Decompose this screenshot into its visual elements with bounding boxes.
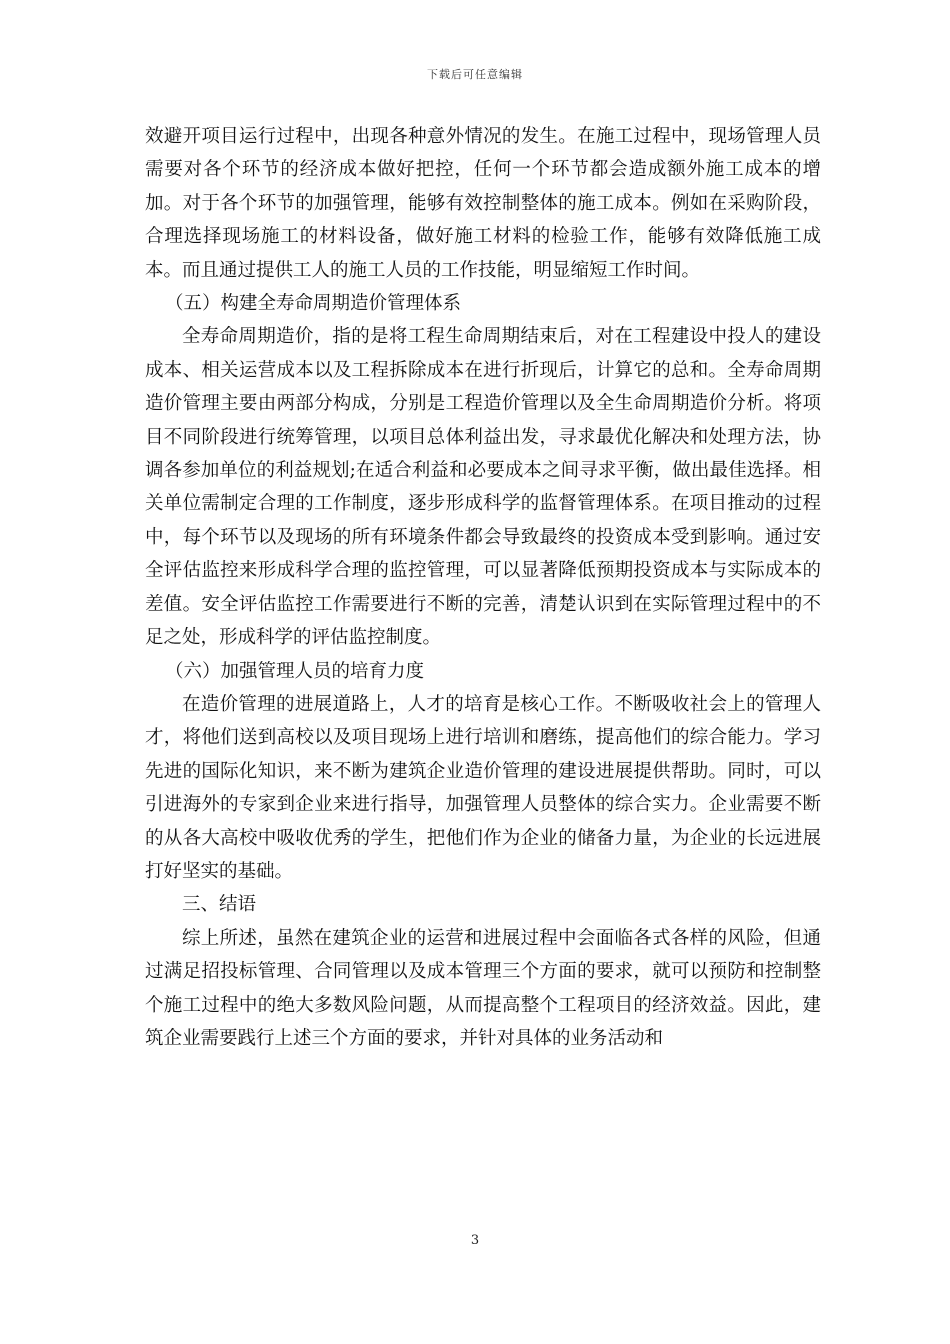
page-number: 3 xyxy=(470,1233,480,1248)
paragraph-continuation: 效避开项目运行过程中，出现各种意外情况的发生。在施工过程中，现场管理人员需要对各个环节的经济成本做好把控，任何一个环节都会造成额外施工成本的增加。对于各个环节的加强管理，能够有效控制整体的施工成本。例如在采购阶段，合理选择现场施工的材料设备，做好施工材料的检验工作，能够有效降低施工成本。而且通过提供工人的施工人员的工作技能，明显缩短工作时间。 xyxy=(145,126,821,281)
paragraph-lifecycle-cost: 全寿命周期造价，指的是将工程生命周期结束后，对在工程建设中投人的建设成本、相关运营成本以及工程拆除成本在进行折现后，计算它的总和。全寿命周期造价管理主要由两部分构成，分别是工程造价管理以及全生命周期造价分析。将项目不同阶段进行统筹管理，以项目总体利益出发，寻求最优化解决和处理方法，协调各参加单位的利益规划;在适合利益和必要成本之间寻求平衡，做出最佳选择。相关单位需制定合理的工作制度，逐步形成科学的监督管理体系。在项目推动的过程中，每个环节以及现场的所有环境条件都会导致最终的投资成本受到影响。通过安全评估监控来形成科学合理的监控管理，可以显著降低预期投资成本与实际成本的差值。安全评估监控工作需要进行不断的完善，清楚认识到在实际管理过程中的不足之处，形成科学的评估监控制度。 xyxy=(145,326,821,649)
section-heading-conclusion: 三、结语 xyxy=(182,894,257,916)
section-heading-6: （六）加强管理人员的培育力度 xyxy=(165,660,425,682)
page-header: 下载后可任意编辑 xyxy=(427,68,523,81)
paragraph-conclusion: 综上所述，虽然在建筑企业的运营和进展过程中会面临各式各样的风险，但通过满足招投标管理、合同管理以及成本管理三个方面的要求，就可以预防和控制整个施工过程中的绝大多数风险问题，从而提高整个工程项目的经济效益。因此，建筑企业需要践行上述三个方面的要求，并针对具体的业务活动和 xyxy=(145,927,821,1049)
section-heading-5: （五）构建全寿命周期造价管理体系 xyxy=(165,293,462,315)
paragraph-talent-training: 在造价管理的进展道路上，人才的培育是核心工作。不断吸收社会上的管理人才，将他们送到高校以及项目现场上进行培训和磨练，提高他们的综合能力。学习先进的国际化知识，来不断为建筑企业造价管理的建设进展提供帮助。同时，可以引进海外的专家到企业来进行指导，加强管理人员整体的综合实力。企业需要不断的从各大高校中吸收优秀的学生，把他们作为企业的储备力量，为企业的长远进展打好坚实的基础。 xyxy=(145,693,821,882)
document-body xyxy=(145,120,821,1055)
